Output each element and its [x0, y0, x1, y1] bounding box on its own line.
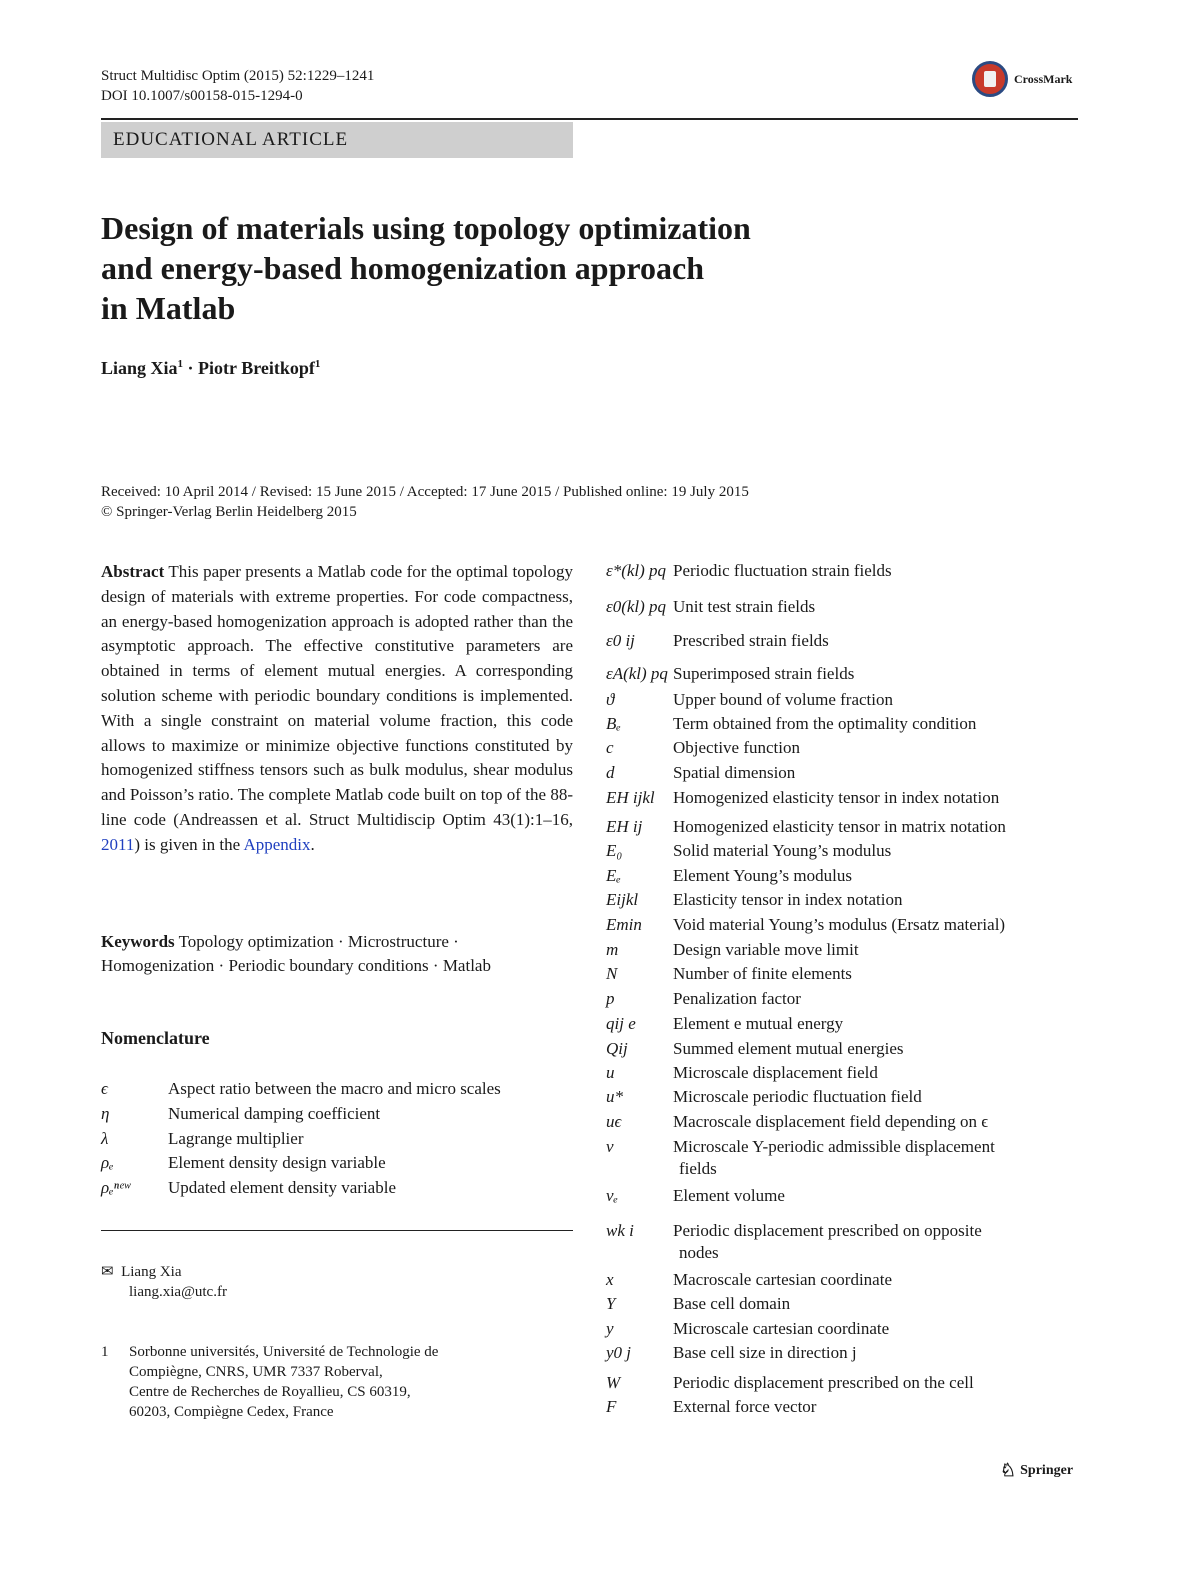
nomenclature-symbol: uϵ — [606, 1112, 622, 1131]
nomenclature-row — [606, 1269, 1076, 1291]
nomenclature-symbol: qij e — [606, 1014, 636, 1033]
nomenclature-symbol: m — [606, 940, 619, 959]
nomenclature-symbol: Eₑ — [606, 866, 621, 885]
citation-link[interactable]: 2011 — [101, 834, 135, 854]
nomenclature-row — [101, 1152, 571, 1174]
corresponding-author — [101, 1262, 227, 1302]
nomenclature-description: Macroscale displacement field depending on ϵ — [673, 1112, 989, 1131]
nomenclature-description: Microscale displacement field — [673, 1063, 878, 1082]
abstract-text: ) is given in the — [134, 834, 244, 854]
nomenclature-row — [606, 988, 1076, 1010]
nomenclature-row — [606, 914, 1076, 936]
nomenclature-symbol: u — [606, 1063, 615, 1082]
nomenclature-row — [606, 1086, 1076, 1108]
nomenclature-description: Homogenized elasticity tensor in index notation — [673, 788, 1000, 807]
nomenclature-row — [606, 762, 1076, 784]
nomenclature-symbol: ϵ — [101, 1079, 108, 1098]
envelope-icon: ✉ — [101, 1264, 114, 1280]
nomenclature-symbol: Y — [606, 1294, 616, 1313]
nomenclature-symbol: E₀ — [606, 841, 623, 860]
abstract-text: . — [310, 834, 315, 854]
abstract-heading: Abstract — [101, 562, 165, 581]
nomenclature-symbol: Bₑ — [606, 714, 621, 733]
nomenclature-row — [606, 713, 1076, 735]
affiliation — [101, 1342, 438, 1422]
nomenclature-description: Base cell domain — [673, 1294, 791, 1313]
nomenclature-description: Element Young’s modulus — [673, 866, 852, 885]
nomenclature-description: Updated element density variable — [168, 1178, 396, 1197]
nomenclature-description: Macroscale cartesian coordinate — [673, 1270, 892, 1289]
affiliation-line: Centre de Recherches de Royallieu, CS 60319, — [129, 1384, 411, 1400]
history-line: Received: 10 April 2014 / Revised: 15 June 2015 / Accepted: 17 June 2015 / Published online: 19 July 2015 — [101, 484, 749, 500]
nomenclature-row — [606, 1342, 1076, 1364]
nomenclature-description: Microscale Y-periodic admissible displacement fields — [673, 1137, 995, 1178]
crossmark-badge[interactable] — [972, 61, 1072, 97]
nomenclature-row — [606, 889, 1076, 911]
nomenclature-description: Aspect ratio between the macro and micro scales — [168, 1079, 501, 1098]
nomenclature-symbol: Emin — [606, 915, 642, 934]
nomenclature-description: Superimposed strain fields — [673, 664, 855, 683]
footnote-rule — [101, 1230, 573, 1231]
crossmark-label: CrossMark — [1014, 71, 1073, 86]
nomenclature-description: Element density design variable — [168, 1153, 386, 1172]
nomenclature-description: Element e mutual energy — [673, 1014, 844, 1033]
nomenclature-row — [606, 663, 1076, 685]
nomenclature-row — [606, 630, 1076, 652]
nomenclature-symbol: ε0 ij — [606, 631, 635, 650]
nomenclature-row — [606, 1038, 1076, 1060]
nomenclature-row — [606, 1220, 1076, 1264]
nomenclature-symbol: ρₑⁿᵉʷ — [101, 1178, 131, 1197]
nomenclature-symbol: ϑ — [606, 690, 615, 709]
affiliation-line: 60203, Compiègne Cedex, France — [129, 1404, 334, 1420]
keywords-text: Topology optimization · Microstructure · Homogenization · Periodic boundary conditions · Matlab — [101, 932, 491, 975]
affiliation-marker: 1 — [177, 358, 184, 370]
nomenclature-description: External force vector — [673, 1397, 817, 1416]
nomenclature-description: Number of finite elements — [673, 964, 852, 983]
nomenclature-row — [606, 963, 1076, 985]
nomenclature-row — [606, 1111, 1076, 1133]
nomenclature-row — [101, 1103, 571, 1125]
nomenclature-row — [606, 1062, 1076, 1084]
nomenclature-description: Upper bound of volume fraction — [673, 690, 893, 709]
nomenclature-description: Summed element mutual energies — [673, 1039, 904, 1058]
nomenclature-symbol: p — [606, 989, 615, 1008]
nomenclature-row — [606, 865, 1076, 887]
nomenclature-row — [606, 1185, 1076, 1207]
affiliation-line: Compiègne, CNRS, UMR 7337 Roberval, — [129, 1364, 383, 1380]
nomenclature-description: Prescribed strain fields — [673, 631, 829, 650]
knight-icon: ♘ — [1000, 1460, 1017, 1480]
nomenclature-row — [606, 1013, 1076, 1035]
nomenclature-row — [606, 737, 1076, 759]
nomenclature-description: Elasticity tensor in index notation — [673, 890, 903, 909]
crossmark-icon — [972, 61, 1008, 97]
nomenclature-symbol: ε*(kl) pq — [606, 561, 667, 580]
nomenclature-row — [606, 1293, 1076, 1315]
nomenclature-symbol: x — [606, 1270, 614, 1289]
nomenclature-description: Periodic displacement prescribed on opposite nodes — [673, 1221, 982, 1262]
affiliation-line: Sorbonne universités, Université de Technologie de — [129, 1344, 439, 1360]
nomenclature-row — [101, 1177, 571, 1199]
nomenclature-description: Microscale periodic fluctuation field — [673, 1087, 922, 1106]
publisher-name: Springer — [1020, 1462, 1074, 1478]
nomenclature-row — [606, 596, 1076, 618]
nomenclature-symbol: d — [606, 763, 615, 782]
nomenclature-symbol: N — [606, 964, 618, 983]
nomenclature-description: Design variable move limit — [673, 940, 859, 959]
nomenclature-row — [606, 1318, 1076, 1340]
nomenclature-symbol: y — [606, 1319, 614, 1338]
nomenclature-symbol: ε0(kl) pq — [606, 597, 667, 616]
nomenclature-symbol: η — [101, 1104, 110, 1123]
copyright-line: © Springer-Verlag Berlin Heidelberg 2015 — [101, 504, 357, 520]
nomenclature-description: Solid material Young’s modulus — [673, 841, 892, 860]
nomenclature-symbol: εA(kl) pq — [606, 664, 668, 683]
publication-dates — [101, 482, 749, 522]
nomenclature-symbol: u* — [606, 1087, 623, 1106]
nomenclature-symbol: F — [606, 1397, 617, 1416]
nomenclature-symbol: Qij — [606, 1039, 628, 1058]
abstract — [101, 560, 573, 858]
journal-citation — [101, 66, 374, 106]
nomenclature-row — [606, 560, 1076, 582]
springer-logo — [1000, 1460, 1073, 1481]
nomenclature-description: Numerical damping coefficient — [168, 1104, 381, 1123]
author-separator: · — [183, 358, 199, 378]
nomenclature-description: Lagrange multiplier — [168, 1129, 304, 1148]
journal-line: Struct Multidisc Optim (2015) 52:1229–1241 — [101, 68, 375, 84]
keywords — [101, 930, 573, 978]
keywords-heading: Keywords — [101, 932, 175, 951]
nomenclature-symbol: c — [606, 738, 614, 757]
title-line: Design of materials using topology optimization — [101, 210, 751, 246]
nomenclature-description: Spatial dimension — [673, 763, 796, 782]
nomenclature-description: Void material Young’s modulus (Ersatz material) — [673, 915, 1006, 934]
title-line: in Matlab — [101, 290, 236, 326]
author-name[interactable]: Piotr Breitkopf — [198, 358, 315, 378]
doi-line: DOI 10.1007/s00158-015-1294-0 — [101, 88, 303, 104]
nomenclature-symbol: W — [606, 1373, 621, 1392]
nomenclature-symbol: EH ij — [606, 817, 643, 836]
nomenclature-row — [606, 787, 1076, 809]
nomenclature-heading: Nomenclature — [101, 1028, 210, 1048]
affiliation-number: 1 — [101, 1344, 109, 1360]
nomenclature-symbol: vₑ — [606, 1186, 619, 1205]
nomenclature-row — [606, 1372, 1076, 1394]
appendix-link[interactable]: Appendix — [243, 834, 311, 854]
paper-title — [101, 208, 861, 328]
nomenclature-description: Base cell size in direction j — [673, 1343, 857, 1362]
nomenclature-description: Microscale cartesian coordinate — [673, 1319, 890, 1338]
contact-email[interactable]: liang.xia@utc.fr — [129, 1284, 227, 1300]
nomenclature-row — [606, 840, 1076, 862]
nomenclature-row — [606, 1396, 1076, 1418]
abstract-text: This paper presents a Matlab code for the optimal topology design of materials with extreme properties. For code compactness, an energy-based homogenization approach is adopted rather than the asymptotic approach. The effective constitutive parameters are obtained in terms of element mutual energies. A corresponding solution scheme with periodic boundary conditions is implemented. With a single constraint on material volume fraction, this code allows to maximize or minimize objective functions constituted by homogenized stiffness tensors such as bulk modulus, shear modulus and Poisson’s ratio. The complete Matlab code built on top of the 88-line code (Andreassen et al. Struct Multidiscip Optim 43(1):1–16, — [101, 562, 573, 829]
author-name[interactable]: Liang Xia — [101, 358, 178, 378]
nomenclature-symbol: y0 j — [606, 1343, 632, 1362]
nomenclature-description: Objective function — [673, 738, 800, 757]
header-rule — [101, 118, 1078, 120]
nomenclature-symbol: ρₑ — [101, 1153, 114, 1172]
nomenclature-symbol: wk i — [606, 1221, 634, 1240]
nomenclature-row — [606, 1136, 1076, 1180]
author-list — [101, 358, 320, 379]
nomenclature-symbol: Eijkl — [606, 890, 639, 909]
contact-name: Liang Xia — [121, 1264, 182, 1280]
nomenclature-row — [606, 816, 1076, 838]
nomenclature-description: Element volume — [673, 1186, 785, 1205]
nomenclature-description: Periodic fluctuation strain fields — [673, 561, 892, 580]
nomenclature-description: Unit test strain fields — [673, 597, 816, 616]
nomenclature-description: Homogenized elasticity tensor in matrix notation — [673, 817, 1006, 836]
title-line: and energy-based homogenization approach — [101, 250, 705, 286]
nomenclature-symbol: v — [606, 1137, 614, 1156]
nomenclature-description: Term obtained from the optimality condition — [673, 714, 977, 733]
nomenclature-row — [101, 1078, 571, 1100]
nomenclature-row — [101, 1128, 571, 1150]
nomenclature-description: Periodic displacement prescribed on the cell — [673, 1373, 974, 1392]
article-type-banner: EDUCATIONAL ARTICLE — [101, 122, 573, 158]
nomenclature-row — [606, 939, 1076, 961]
nomenclature-symbol: λ — [101, 1129, 109, 1148]
nomenclature-row — [606, 689, 1076, 711]
nomenclature-description: Penalization factor — [673, 989, 801, 1008]
affiliation-marker: 1 — [314, 358, 321, 370]
nomenclature-symbol: EH ijkl — [606, 788, 655, 807]
